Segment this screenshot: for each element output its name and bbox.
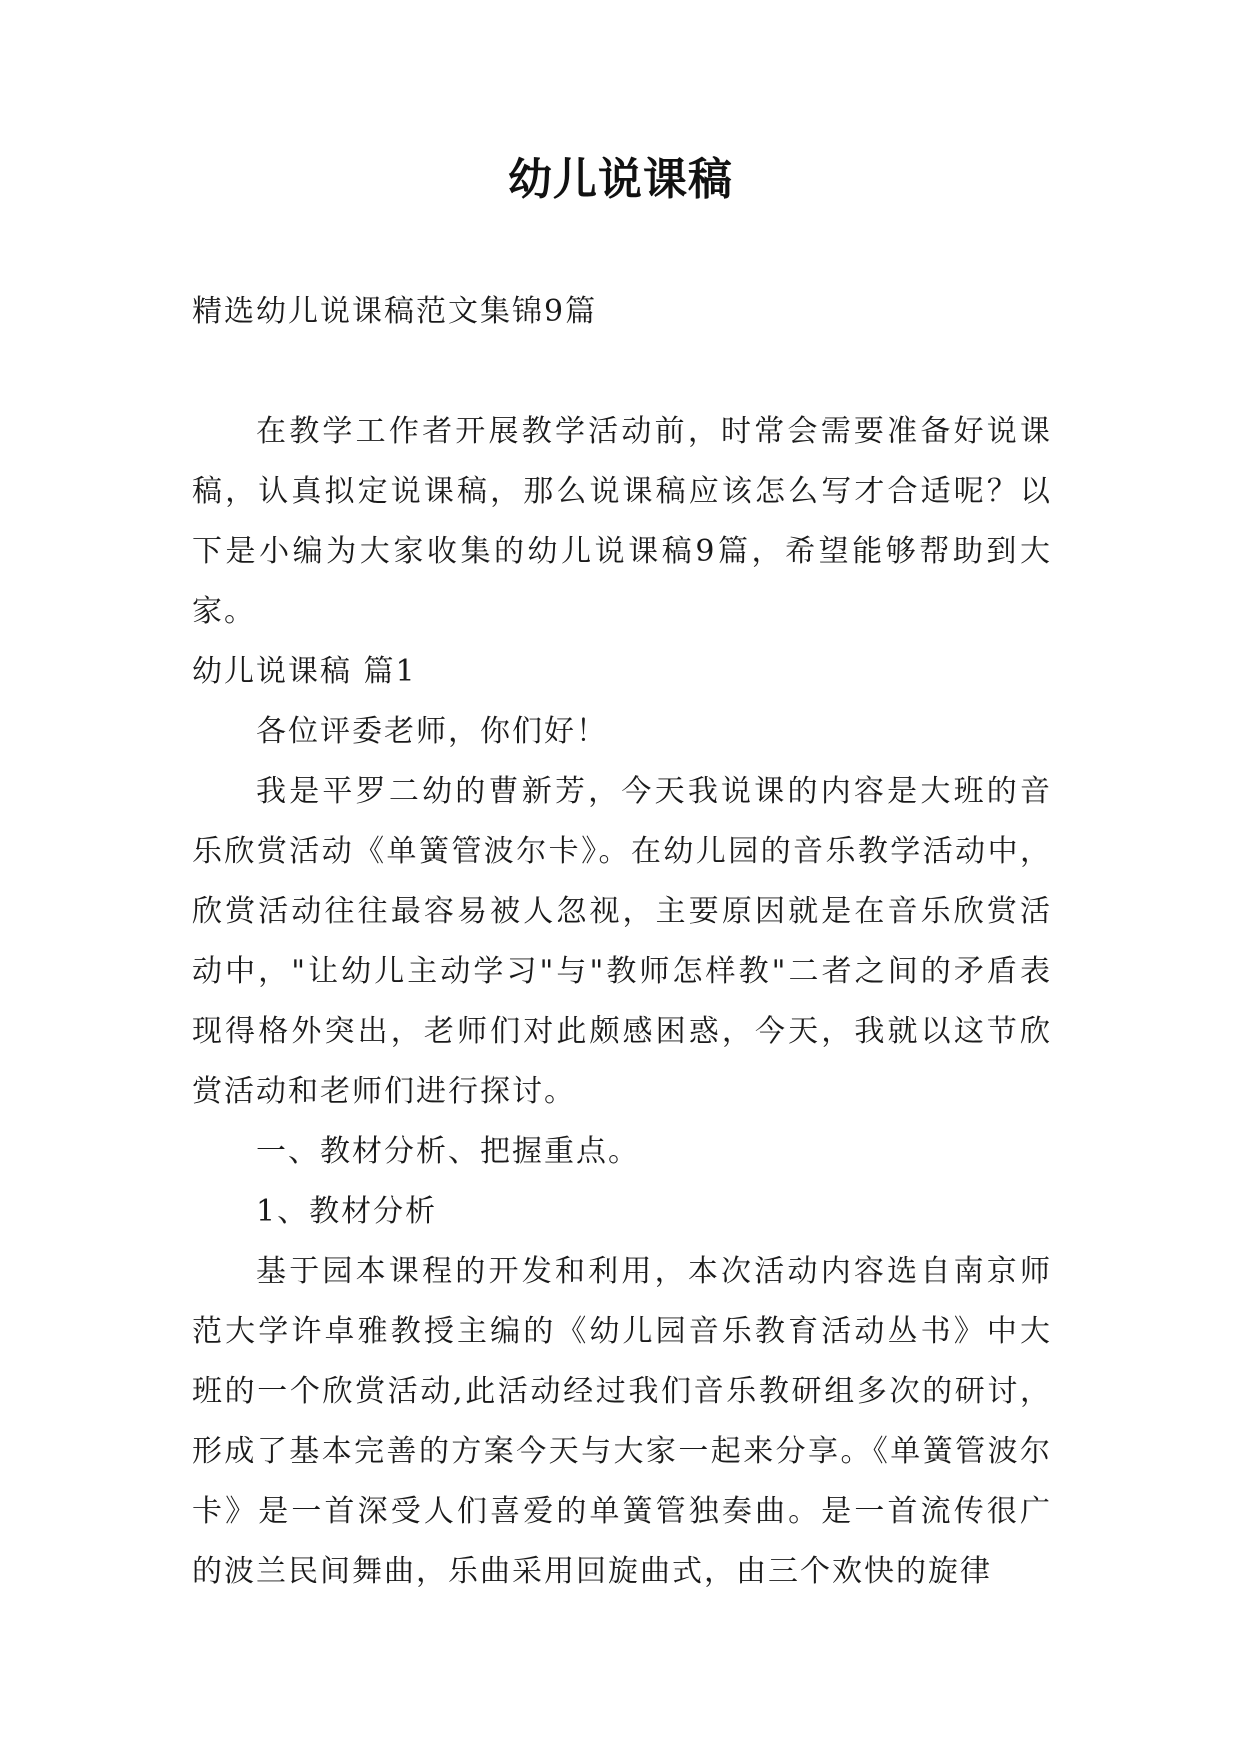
- document-body: [192, 402, 1052, 1602]
- greeting-paragraph: 各位评委老师，你们好！: [256, 714, 608, 749]
- body-paragraph: 基于园本课程的开发和利用，本次活动内容选自南京师范大学许卓雅教授主编的《幼儿园音乐教育活动丛书》中大班的一个欣赏活动,此活动经过我们音乐教研组多次的研讨，形成了基本完善的方案今天与大家一起来分享。《单簧管波尔卡》是一首深受人们喜爱的单簧管独奏曲。是一首流传很广的波兰民间舞曲，乐曲采用回旋曲式，由三个欢快的旋律: [192, 1254, 1052, 1589]
- intro-paragraph: 在教学工作者开展教学活动前，时常会需要准备好说课稿，认真拟定说课稿，那么说课稿应该怎么写才合适呢？以下是小编为大家收集的幼儿说课稿9篇，希望能够帮助到大家。: [192, 414, 1052, 629]
- document-title: 幼儿说课稿: [508, 154, 733, 205]
- subsection-heading: 一、教材分析、把握重点。: [256, 1134, 640, 1169]
- body-paragraph: 我是平罗二幼的曹新芳，今天我说课的内容是大班的音乐欣赏活动《单簧管波尔卡》。在幼儿园的音乐教学活动中，欣赏活动往往最容易被人忽视，主要原因就是在音乐欣赏活动中，"让幼儿主动学习"与"教师怎样教"二者之间的矛盾表现得格外突出，老师们对此颇感困惑，今天，我就以这节欣赏活动和老师们进行探讨。: [192, 774, 1052, 1109]
- section-heading: 幼儿说课稿 篇1: [192, 654, 417, 689]
- document-subtitle: 精选幼儿说课稿范文集锦9篇: [192, 294, 598, 329]
- subsection-item: 1、教材分析: [256, 1194, 438, 1229]
